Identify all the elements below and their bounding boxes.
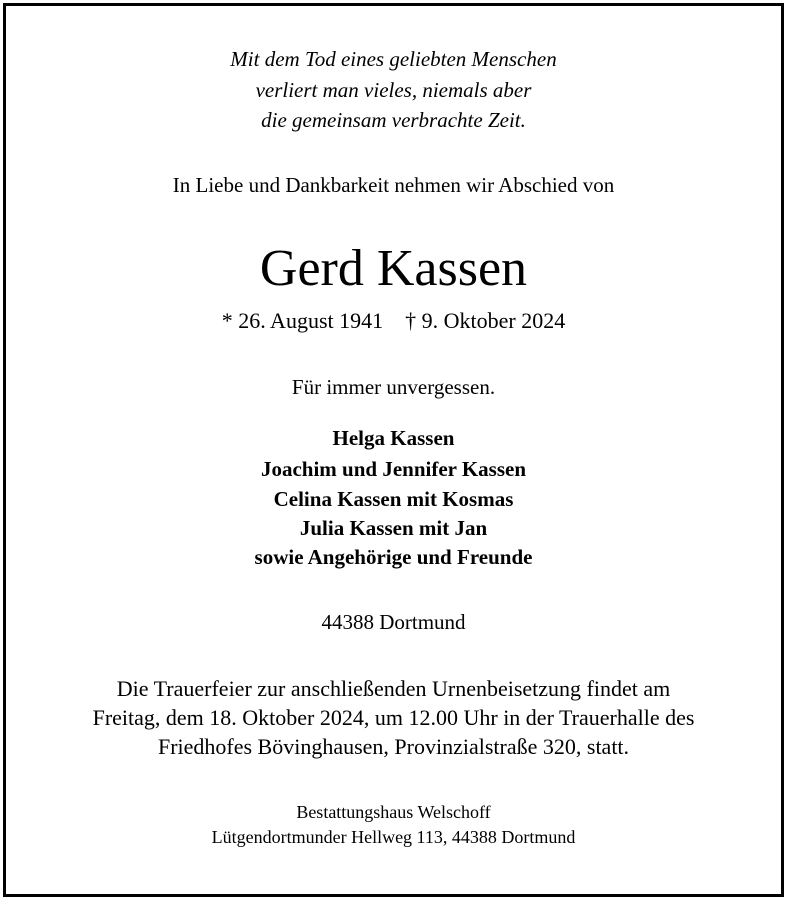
funeral-home-name: Bestattungshaus Welschoff bbox=[296, 802, 491, 822]
life-dates bbox=[0, 310, 787, 332]
obituary-border bbox=[3, 3, 784, 897]
ceremony-line-1: Die Trauerfeier zur anschließenden Urnenbeisetzung findet am bbox=[116, 676, 671, 701]
mourner-name: sowie Angehörige und Freunde bbox=[254, 545, 533, 569]
mourner-name: Julia Kassen mit Jan bbox=[299, 516, 488, 540]
mourner-name: Celina Kassen mit Kosmas bbox=[273, 487, 514, 511]
memorial-phrase: Für immer unvergessen. bbox=[291, 375, 496, 399]
death-date: † 9. Oktober 2024 bbox=[405, 308, 566, 333]
ceremony-line-3: Friedhofes Bövinghausen, Provinzialstraße 320, statt. bbox=[157, 734, 630, 759]
quote-line-2: verliert man vieles, niemals aber bbox=[255, 78, 532, 102]
ceremony-line-2: Freitag, dem 18. Oktober 2024, um 12.00 Uhr in der Trauerhalle des bbox=[92, 705, 695, 730]
funeral-home-address: Lütgendortmunder Hellweg 113, 44388 Dortmund bbox=[211, 827, 576, 847]
location: 44388 Dortmund bbox=[321, 610, 466, 634]
birth-date: * 26. August 1941 bbox=[221, 308, 384, 333]
deceased-name: Gerd Kassen bbox=[259, 240, 528, 297]
quote-line-3: die gemeinsam verbrachte Zeit. bbox=[261, 108, 526, 132]
mourner-name: Joachim und Jennifer Kassen bbox=[260, 457, 527, 481]
mourner-name: Helga Kassen bbox=[332, 426, 455, 450]
quote-line-1: Mit dem Tod eines geliebten Menschen bbox=[230, 47, 557, 71]
intro-text: In Liebe und Dankbarkeit nehmen wir Abschied von bbox=[172, 173, 615, 197]
